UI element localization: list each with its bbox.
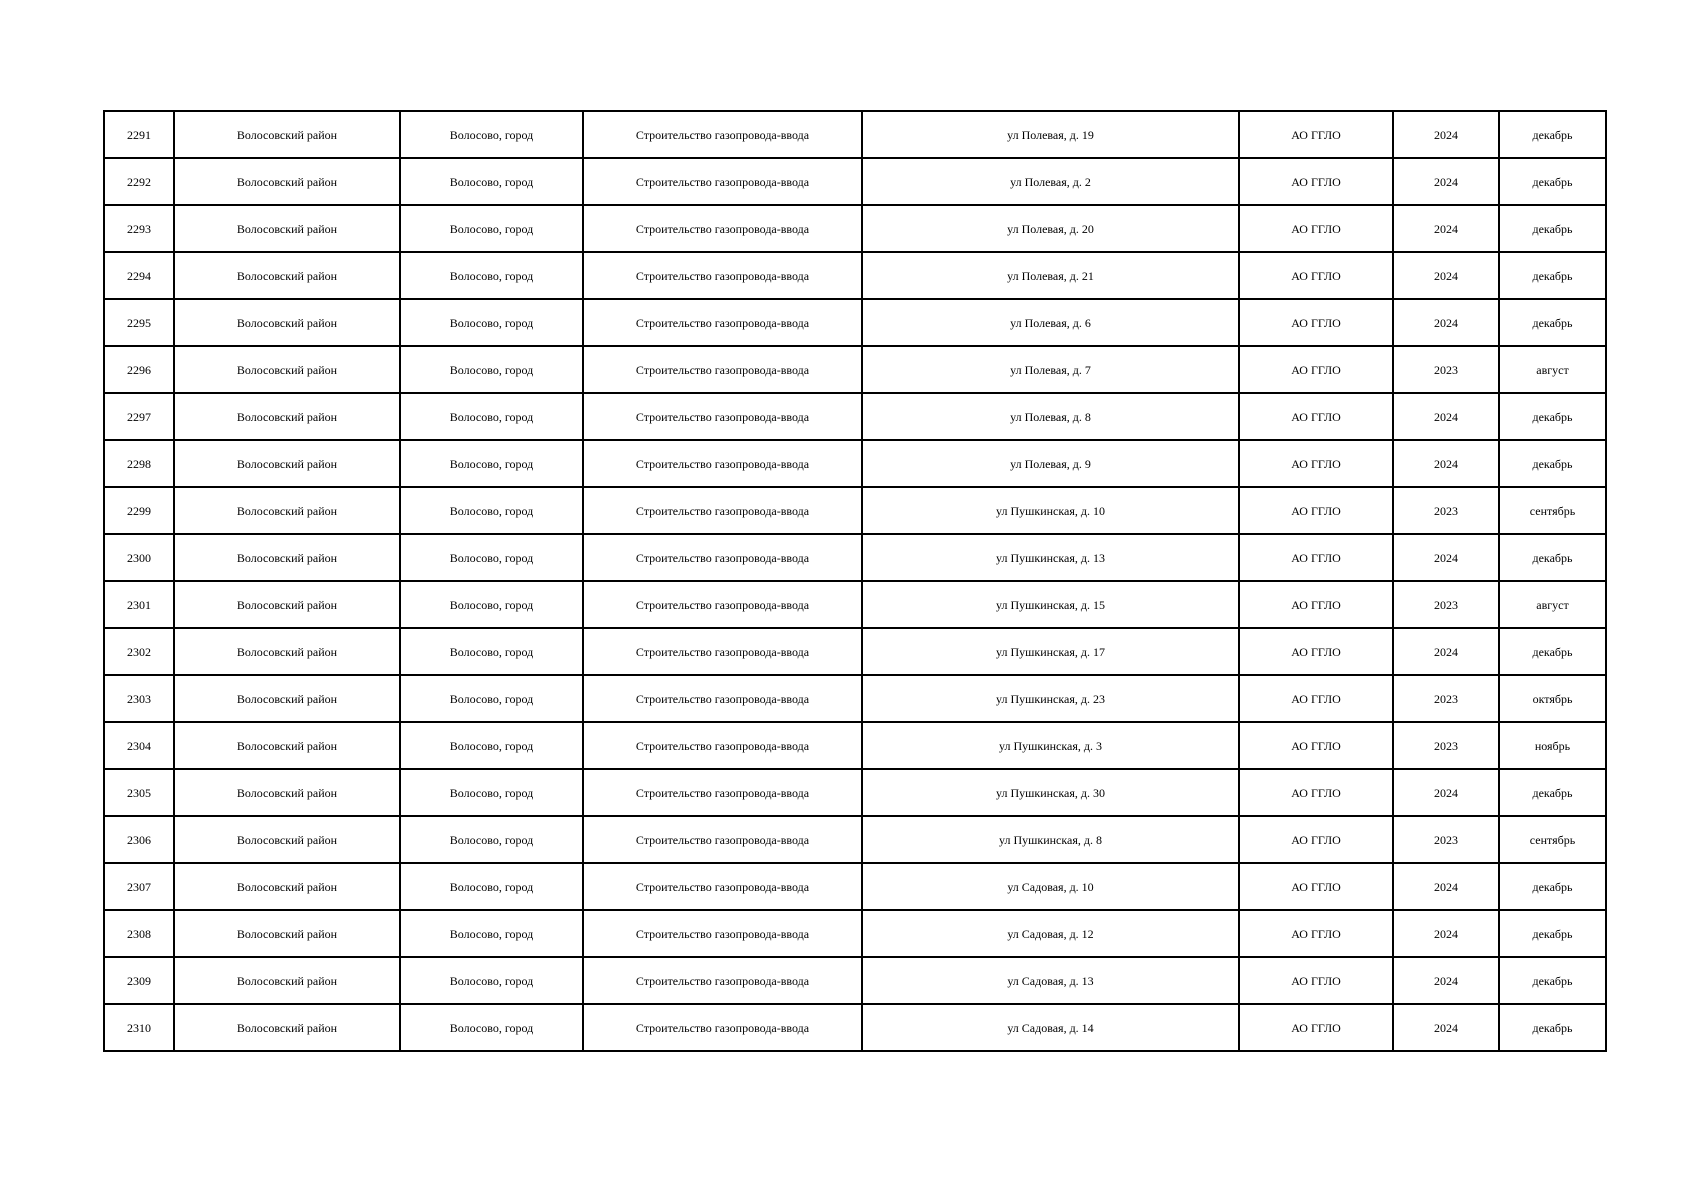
district-cell: Волосовский район: [174, 816, 400, 863]
table-row: [104, 816, 1606, 863]
year-cell: 2023: [1393, 675, 1499, 722]
organization-cell: АО ГГЛО: [1239, 722, 1393, 769]
address-cell: ул Полевая, д. 21: [862, 252, 1239, 299]
year-cell: 2024: [1393, 393, 1499, 440]
row-number-cell: 2304: [104, 722, 174, 769]
year-cell: 2024: [1393, 1004, 1499, 1051]
organization-cell: АО ГГЛО: [1239, 487, 1393, 534]
organization-cell: АО ГГЛО: [1239, 252, 1393, 299]
month-cell: декабрь: [1499, 158, 1606, 205]
locality-cell: Волосово, город: [400, 675, 583, 722]
table-row: [104, 111, 1606, 158]
work-type-cell: Строительство газопровода-ввода: [583, 957, 862, 1004]
gas-pipeline-register-table: [103, 110, 1607, 1052]
year-cell: 2024: [1393, 158, 1499, 205]
district-cell: Волосовский район: [174, 910, 400, 957]
table-row: [104, 628, 1606, 675]
work-type-cell: Строительство газопровода-ввода: [583, 393, 862, 440]
table-row: [104, 769, 1606, 816]
month-cell: декабрь: [1499, 205, 1606, 252]
year-cell: 2023: [1393, 487, 1499, 534]
organization-cell: АО ГГЛО: [1239, 910, 1393, 957]
row-number-cell: 2301: [104, 581, 174, 628]
month-cell: октябрь: [1499, 675, 1606, 722]
work-type-cell: Строительство газопровода-ввода: [583, 440, 862, 487]
locality-cell: Волосово, город: [400, 487, 583, 534]
district-cell: Волосовский район: [174, 393, 400, 440]
row-number-cell: 2298: [104, 440, 174, 487]
row-number-cell: 2302: [104, 628, 174, 675]
table-row: [104, 440, 1606, 487]
row-number-cell: 2306: [104, 816, 174, 863]
year-cell: 2024: [1393, 769, 1499, 816]
address-cell: ул Садовая, д. 12: [862, 910, 1239, 957]
address-cell: ул Пушкинская, д. 23: [862, 675, 1239, 722]
work-type-cell: Строительство газопровода-ввода: [583, 628, 862, 675]
month-cell: декабрь: [1499, 534, 1606, 581]
organization-cell: АО ГГЛО: [1239, 957, 1393, 1004]
locality-cell: Волосово, город: [400, 816, 583, 863]
locality-cell: Волосово, город: [400, 299, 583, 346]
year-cell: 2023: [1393, 816, 1499, 863]
month-cell: август: [1499, 346, 1606, 393]
year-cell: 2024: [1393, 205, 1499, 252]
work-type-cell: Строительство газопровода-ввода: [583, 675, 862, 722]
month-cell: декабрь: [1499, 957, 1606, 1004]
organization-cell: АО ГГЛО: [1239, 393, 1393, 440]
year-cell: 2024: [1393, 440, 1499, 487]
district-cell: Волосовский район: [174, 863, 400, 910]
month-cell: декабрь: [1499, 769, 1606, 816]
work-type-cell: Строительство газопровода-ввода: [583, 205, 862, 252]
year-cell: 2024: [1393, 863, 1499, 910]
month-cell: сентябрь: [1499, 487, 1606, 534]
address-cell: ул Полевая, д. 20: [862, 205, 1239, 252]
organization-cell: АО ГГЛО: [1239, 769, 1393, 816]
work-type-cell: Строительство газопровода-ввода: [583, 722, 862, 769]
table-row: [104, 534, 1606, 581]
work-type-cell: Строительство газопровода-ввода: [583, 1004, 862, 1051]
organization-cell: АО ГГЛО: [1239, 299, 1393, 346]
month-cell: декабрь: [1499, 628, 1606, 675]
work-type-cell: Строительство газопровода-ввода: [583, 487, 862, 534]
work-type-cell: Строительство газопровода-ввода: [583, 534, 862, 581]
table-row: [104, 346, 1606, 393]
row-number-cell: 2310: [104, 1004, 174, 1051]
locality-cell: Волосово, город: [400, 957, 583, 1004]
row-number-cell: 2297: [104, 393, 174, 440]
year-cell: 2024: [1393, 957, 1499, 1004]
address-cell: ул Полевая, д. 9: [862, 440, 1239, 487]
work-type-cell: Строительство газопровода-ввода: [583, 910, 862, 957]
year-cell: 2024: [1393, 534, 1499, 581]
row-number-cell: 2291: [104, 111, 174, 158]
address-cell: ул Пушкинская, д. 10: [862, 487, 1239, 534]
table-body: [104, 111, 1606, 1051]
row-number-cell: 2305: [104, 769, 174, 816]
locality-cell: Волосово, город: [400, 440, 583, 487]
year-cell: 2023: [1393, 346, 1499, 393]
district-cell: Волосовский район: [174, 769, 400, 816]
year-cell: 2023: [1393, 722, 1499, 769]
year-cell: 2024: [1393, 252, 1499, 299]
table-row: [104, 205, 1606, 252]
district-cell: Волосовский район: [174, 957, 400, 1004]
locality-cell: Волосово, город: [400, 581, 583, 628]
table-row: [104, 299, 1606, 346]
table-row: [104, 252, 1606, 299]
organization-cell: АО ГГЛО: [1239, 816, 1393, 863]
organization-cell: АО ГГЛО: [1239, 863, 1393, 910]
year-cell: 2024: [1393, 910, 1499, 957]
organization-cell: АО ГГЛО: [1239, 440, 1393, 487]
table-row: [104, 158, 1606, 205]
year-cell: 2024: [1393, 111, 1499, 158]
district-cell: Волосовский район: [174, 299, 400, 346]
address-cell: ул Садовая, д. 13: [862, 957, 1239, 1004]
month-cell: декабрь: [1499, 299, 1606, 346]
locality-cell: Волосово, город: [400, 628, 583, 675]
work-type-cell: Строительство газопровода-ввода: [583, 299, 862, 346]
month-cell: сентябрь: [1499, 816, 1606, 863]
locality-cell: Волосово, город: [400, 769, 583, 816]
row-number-cell: 2296: [104, 346, 174, 393]
table-row: [104, 393, 1606, 440]
row-number-cell: 2295: [104, 299, 174, 346]
row-number-cell: 2309: [104, 957, 174, 1004]
locality-cell: Волосово, город: [400, 863, 583, 910]
organization-cell: АО ГГЛО: [1239, 581, 1393, 628]
address-cell: ул Пушкинская, д. 8: [862, 816, 1239, 863]
locality-cell: Волосово, город: [400, 111, 583, 158]
table-row: [104, 487, 1606, 534]
month-cell: ноябрь: [1499, 722, 1606, 769]
district-cell: Волосовский район: [174, 534, 400, 581]
address-cell: ул Садовая, д. 14: [862, 1004, 1239, 1051]
address-cell: ул Полевая, д. 6: [862, 299, 1239, 346]
row-number-cell: 2300: [104, 534, 174, 581]
year-cell: 2024: [1393, 628, 1499, 675]
table-row: [104, 722, 1606, 769]
work-type-cell: Строительство газопровода-ввода: [583, 816, 862, 863]
work-type-cell: Строительство газопровода-ввода: [583, 346, 862, 393]
table-row: [104, 675, 1606, 722]
locality-cell: Волосово, город: [400, 910, 583, 957]
row-number-cell: 2299: [104, 487, 174, 534]
work-type-cell: Строительство газопровода-ввода: [583, 581, 862, 628]
organization-cell: АО ГГЛО: [1239, 346, 1393, 393]
row-number-cell: 2303: [104, 675, 174, 722]
month-cell: декабрь: [1499, 252, 1606, 299]
table-row: [104, 1004, 1606, 1051]
table-row: [104, 863, 1606, 910]
locality-cell: Волосово, город: [400, 393, 583, 440]
address-cell: ул Пушкинская, д. 17: [862, 628, 1239, 675]
district-cell: Волосовский район: [174, 628, 400, 675]
work-type-cell: Строительство газопровода-ввода: [583, 111, 862, 158]
year-cell: 2024: [1393, 299, 1499, 346]
organization-cell: АО ГГЛО: [1239, 534, 1393, 581]
locality-cell: Волосово, город: [400, 722, 583, 769]
address-cell: ул Полевая, д. 7: [862, 346, 1239, 393]
district-cell: Волосовский район: [174, 487, 400, 534]
work-type-cell: Строительство газопровода-ввода: [583, 252, 862, 299]
month-cell: август: [1499, 581, 1606, 628]
organization-cell: АО ГГЛО: [1239, 158, 1393, 205]
month-cell: декабрь: [1499, 910, 1606, 957]
address-cell: ул Пушкинская, д. 3: [862, 722, 1239, 769]
month-cell: декабрь: [1499, 111, 1606, 158]
table-row: [104, 581, 1606, 628]
district-cell: Волосовский район: [174, 581, 400, 628]
address-cell: ул Полевая, д. 19: [862, 111, 1239, 158]
district-cell: Волосовский район: [174, 675, 400, 722]
row-number-cell: 2292: [104, 158, 174, 205]
locality-cell: Волосово, город: [400, 158, 583, 205]
organization-cell: АО ГГЛО: [1239, 111, 1393, 158]
month-cell: декабрь: [1499, 393, 1606, 440]
work-type-cell: Строительство газопровода-ввода: [583, 769, 862, 816]
row-number-cell: 2293: [104, 205, 174, 252]
district-cell: Волосовский район: [174, 440, 400, 487]
month-cell: декабрь: [1499, 863, 1606, 910]
organization-cell: АО ГГЛО: [1239, 205, 1393, 252]
month-cell: декабрь: [1499, 440, 1606, 487]
table-row: [104, 910, 1606, 957]
row-number-cell: 2308: [104, 910, 174, 957]
organization-cell: АО ГГЛО: [1239, 675, 1393, 722]
address-cell: ул Полевая, д. 8: [862, 393, 1239, 440]
row-number-cell: 2294: [104, 252, 174, 299]
district-cell: Волосовский район: [174, 722, 400, 769]
year-cell: 2023: [1393, 581, 1499, 628]
district-cell: Волосовский район: [174, 158, 400, 205]
locality-cell: Волосово, город: [400, 205, 583, 252]
locality-cell: Волосово, город: [400, 346, 583, 393]
address-cell: ул Пушкинская, д. 30: [862, 769, 1239, 816]
address-cell: ул Пушкинская, д. 15: [862, 581, 1239, 628]
organization-cell: АО ГГЛО: [1239, 1004, 1393, 1051]
locality-cell: Волосово, город: [400, 534, 583, 581]
locality-cell: Волосово, город: [400, 1004, 583, 1051]
district-cell: Волосовский район: [174, 346, 400, 393]
organization-cell: АО ГГЛО: [1239, 628, 1393, 675]
locality-cell: Волосово, город: [400, 252, 583, 299]
month-cell: декабрь: [1499, 1004, 1606, 1051]
row-number-cell: 2307: [104, 863, 174, 910]
address-cell: ул Пушкинская, д. 13: [862, 534, 1239, 581]
work-type-cell: Строительство газопровода-ввода: [583, 158, 862, 205]
district-cell: Волосовский район: [174, 205, 400, 252]
work-type-cell: Строительство газопровода-ввода: [583, 863, 862, 910]
district-cell: Волосовский район: [174, 111, 400, 158]
district-cell: Волосовский район: [174, 252, 400, 299]
district-cell: Волосовский район: [174, 1004, 400, 1051]
address-cell: ул Садовая, д. 10: [862, 863, 1239, 910]
address-cell: ул Полевая, д. 2: [862, 158, 1239, 205]
table-row: [104, 957, 1606, 1004]
